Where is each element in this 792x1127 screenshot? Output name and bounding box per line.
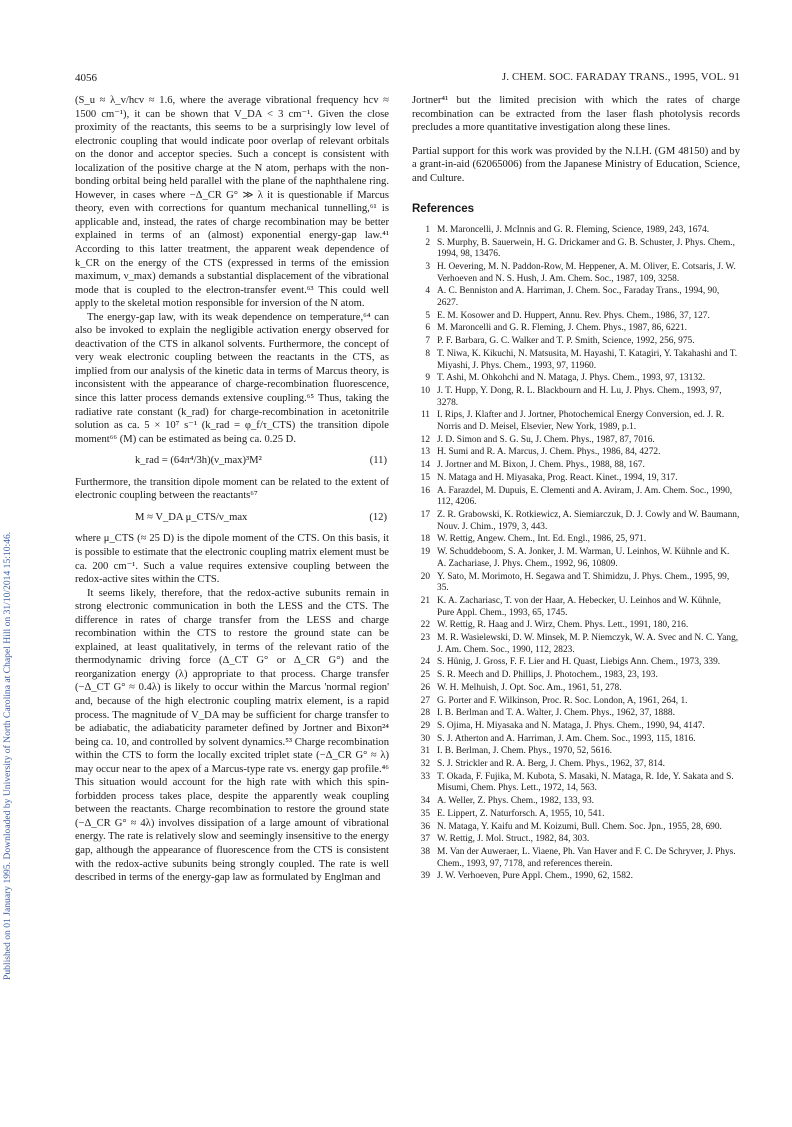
right-column	[412, 94, 740, 884]
reference-number: 15	[420, 472, 430, 483]
reference-number: 37	[420, 834, 430, 845]
reference-item	[412, 323, 740, 335]
reference-number: 17	[420, 510, 430, 520]
reference-number: 32	[420, 759, 430, 770]
reference-item	[412, 734, 740, 746]
reference-text: J. Jortner and M. Bixon, J. Chem. Phys., 1988, 88, 167.	[437, 460, 645, 471]
equation-body: k_rad = (64π⁴/3h)(ν_max)³M²	[135, 455, 262, 467]
reference-item	[412, 336, 740, 348]
reference-number: 16	[420, 485, 430, 496]
reference-text: H. Sumi and R. A. Marcus, J. Chem. Phys., 1986, 84, 4272.	[437, 447, 661, 458]
reference-item	[412, 572, 740, 595]
reference-item	[412, 473, 740, 485]
reference-item	[412, 286, 740, 309]
reference-text: W. Rettig, R. Haag and J. Wirz, Chem. Phys. Lett., 1991, 180, 216.	[437, 620, 689, 631]
equation-11	[75, 454, 389, 468]
reference-number: 8	[425, 348, 430, 359]
reference-item	[412, 633, 740, 656]
reference-text: K. A. Zachariasc, T. von der Haar, A. Hebecker, U. Leinhos and W. Kühnle, Pure Appl. Chem., 1993, 65, 1745.	[437, 595, 721, 618]
reference-number: 3	[425, 261, 430, 272]
reference-number: 39	[420, 871, 430, 882]
reference-item	[412, 871, 740, 883]
reference-number: 20	[420, 571, 430, 582]
reference-number: 5	[425, 310, 430, 321]
reference-item	[412, 373, 740, 385]
paragraph: Jortner⁴¹ but the limited precision with which the rates of charge recombination can be extracted from the laser flash photolysis records precludes a more quantitative investigation along these lines.	[412, 95, 740, 134]
reference-item	[412, 683, 740, 695]
left-column	[75, 94, 389, 885]
reference-text: S. J. Atherton and A. Harriman, J. Am. Chem. Soc., 1993, 115, 1816.	[437, 733, 696, 744]
reference-item	[412, 759, 740, 771]
reference-text: J. W. Verhoeven, Pure Appl. Chem., 1990, 62, 1582.	[437, 871, 633, 882]
reference-number: 33	[420, 771, 430, 782]
equation-number: (12)	[369, 511, 387, 523]
reference-number: 29	[420, 720, 430, 731]
reference-text: S. Hünig, J. Gross, F. F. Lier and H. Quast, Liebigs Ann. Chem., 1973, 339.	[437, 657, 721, 668]
reference-item	[412, 225, 740, 237]
reference-text: H. Oevering, M. N. Paddon-Row, M. Heppener, A. M. Oliver, E. Cotsaris, J. W. Verhoeven and N. S. Hush, J. Am. Chem. Soc., 1987, 109, 3258.	[437, 261, 736, 284]
reference-item	[412, 534, 740, 546]
reference-text: S. J. Strickler and R. A. Berg, J. Chem. Phys., 1962, 37, 814.	[437, 759, 665, 770]
reference-text: N. Mataga and H. Miyasaka, Prog. React. Kinet., 1994, 19, 317.	[437, 472, 678, 483]
reference-text: W. H. Melhuish, J. Opt. Soc. Am., 1961, 51, 278.	[437, 682, 622, 693]
paragraph: (S_u ≈ λ_v/hcv ≈ 1.6, where the average vibrational frequency hcv ≈ 1500 cm⁻¹), it can be shown that V_DA < 3 cm⁻¹. Given the close proximity of the reactants, this seems to be a surprisingly low level of electronic coupling that would indicate poor overlap of relevant orbitals on the donor and acceptor species. Such a concept is consistent with localization of the positive charge at the N atom, perhaps with the non-bonding orbital being held parallel with the plane of the naphthalene ring. However, in cases where −Δ_CR G° ≫ λ it is questionable if Marcus theory, even with corrections for quantum mechanical tunnelling,⁶¹ is applicable and, instead, the rates of charge recombination may be better explained in terms of an (almost) exponential energy-gap law.⁴¹ According to this latter treatment, the apparent weak dependence of k_CR on the energy of the CTS (expressed in terms of the emission maximum, ν_max) demands a substantial displacement of the vibrational mode that is coupled to the electron-transfer event.⁶³ This could well apply to the skeletal motion responsible for inversion of the N atom.	[75, 95, 389, 310]
download-stamp	[0, 150, 18, 980]
reference-number: 27	[420, 695, 430, 706]
reference-number: 28	[420, 708, 430, 719]
reference-text: E. M. Kosower and D. Huppert, Annu. Rev. Phys. Chem., 1986, 37, 127.	[437, 310, 710, 321]
download-stamp-text: Published on 01 January 1995. Downloaded by University of North Carolina at Chapel Hill on 31/10/2014 15:10:46.	[2, 531, 13, 980]
reference-text: A. Farazdel, M. Dupuis, E. Clementi and A. Aviram, J. Am. Chem. Soc., 1990, 112, 4206.	[437, 485, 733, 508]
reference-text: I. B. Berlman, J. Chem. Phys., 1970, 52, 5616.	[437, 746, 612, 757]
reference-item	[412, 238, 740, 261]
reference-item	[412, 708, 740, 720]
reference-number: 7	[425, 336, 430, 347]
reference-number: 19	[420, 547, 430, 558]
reference-text: J. D. Simon and S. G. Su, J. Chem. Phys., 1987, 87, 7016.	[437, 434, 655, 445]
reference-item	[412, 809, 740, 821]
reference-text: N. Mataga, Y. Kaifu and M. Koizumi, Bull. Chem. Soc. Jpn., 1955, 28, 690.	[437, 821, 722, 832]
reference-number: 6	[425, 323, 430, 334]
acknowledgement: Partial support for this work was provided by the N.I.H. (GM 48150) and by a grant-in-aid (62065006) from the Japanese Ministry of Education, Science, and Culture.	[412, 145, 740, 184]
reference-text: S. Ojima, H. Miyasaka and N. Mataga, J. Phys. Chem., 1990, 94, 4147.	[437, 720, 705, 731]
reference-text: J. T. Hupp, Y. Dong, R. L. Blackbourn and H. Lu, J. Phys. Chem., 1993, 97, 3278.	[437, 385, 722, 408]
reference-item	[412, 410, 740, 433]
equation-12	[75, 511, 389, 525]
reference-item	[412, 834, 740, 846]
reference-number: 14	[420, 460, 430, 471]
reference-number: 2	[425, 237, 430, 248]
reference-item	[412, 547, 740, 570]
reference-text: E. Lippert, Z. Naturforsch. A, 1955, 10, 541.	[437, 808, 605, 819]
reference-text: A. Weller, Z. Phys. Chem., 1982, 133, 93.	[437, 796, 595, 807]
equation-number: (11)	[369, 455, 387, 467]
reference-text: M. Maroncelli and G. R. Fleming, J. Chem. Phys., 1987, 86, 6221.	[437, 323, 687, 334]
reference-text: I. Rips, J. Klafter and J. Jortner, Photochemical Energy Conversion, ed. J. R. Norris and D. Meisel, Elsevier, New York, 1989, p.1.	[437, 410, 725, 433]
reference-item	[412, 262, 740, 285]
reference-item	[412, 822, 740, 834]
reference-number: 18	[420, 534, 430, 545]
reference-number: 24	[420, 657, 430, 668]
reference-item	[412, 847, 740, 870]
reference-item	[412, 670, 740, 682]
paragraph: It seems likely, therefore, that the redox-active subunits remain in strong electronic communication in both the LESS and the CTS. The difference in rates of charge transfer from the LESS and charge recombination within the CTS to restore the ground state can be explained, at least qualitatively, in terms of the relevant ratio of the thermodynamic driving force (Δ_CT G° or Δ_CR G°) and the reorganization energy (λ) appropriate to that process. Charge transfer (−Δ_CT G° ≈ 0.4λ) is likely to occur within the Marcus 'normal region' and, because of the high electronic coupling matrix element, is a rapid process. The magnitude of V_DA may be sufficient for charge transfer to be adiabatic, the adiabaticity parameter defined by Jortner and Bixon²⁴ being ca. 10, and controlled by solvent dynamics.⁵³ Charge recombination within the CTS to form the locally excited triplet state (−Δ_CR G° ≈ λ) may occur near to the apex of a Marcus-type rate vs. energy gap profile.⁴⁶ This situation would account for the high rate with which this spin-forbidden process takes place, despite the apparently weak coupling between the reactants. Charge recombination to restore the ground state (−Δ_CR G° ≈ 4λ) involves dissipation of a large amount of vibrational energy. The rate is relatively slow and seemingly insensitive to the energy gap, although the appearance of fluorescence from the CTS is consistent with the redox-active subunits being strongly coupled. The rate is well described in terms of the energy-gap law as formulated by Englman and	[75, 587, 389, 884]
reference-number: 31	[420, 746, 430, 757]
reference-text: S. R. Meech and D. Phillips, J. Photochem., 1983, 23, 193.	[437, 670, 658, 681]
journal-header: J. CHEM. SOC. FARADAY TRANS., 1995, VOL. 91	[502, 72, 740, 83]
reference-number: 38	[420, 846, 430, 857]
reference-number: 36	[420, 821, 430, 832]
references-heading: References	[412, 203, 475, 216]
reference-text: G. Porter and F. Wilkinson, Proc. R. Soc. London, A, 1961, 264, 1.	[437, 695, 688, 706]
reference-text: P. F. Barbara, G. C. Walker and T. P. Smith, Science, 1992, 256, 975.	[437, 336, 695, 347]
reference-text: Y. Sato, M. Morimoto, H. Segawa and T. Shimidzu, J. Phys. Chem., 1995, 99, 35.	[437, 571, 730, 594]
reference-text: T. Niwa, K. Kikuchi, N. Matsusita, M. Hayashi, T. Katagiri, Y. Takahashi and T. Miyashi, J. Phys. Chem., 1993, 97, 11960.	[437, 348, 738, 371]
reference-number: 25	[420, 670, 430, 681]
paragraph: Furthermore, the transition dipole moment can be related to the extent of electronic coupling between the reactants⁶⁷	[75, 476, 389, 502]
reference-item	[412, 349, 740, 372]
reference-item	[412, 386, 740, 409]
reference-number: 23	[420, 633, 430, 644]
reference-item	[412, 510, 740, 533]
reference-item	[412, 460, 740, 472]
reference-number: 11	[420, 410, 430, 421]
page-number: 4056	[75, 72, 97, 84]
reference-text: S. Murphy, B. Sauerwein, H. G. Drickamer and G. B. Schuster, J. Phys. Chem., 1994, 98, 13476.	[437, 237, 735, 260]
reference-text: T. Okada, F. Fujika, M. Kubota, S. Masaki, N. Mataga, R. Ide, Y. Sakata and S. Misumi, Chem. Phys. Lett., 1972, 14, 563.	[437, 771, 734, 794]
reference-item	[412, 772, 740, 795]
reference-number: 21	[420, 595, 430, 606]
reference-item	[412, 696, 740, 708]
reference-text: W. Schuddeboom, S. A. Jonker, J. M. Warman, U. Leinhos, W. Kühnle and K. A. Zachariase, J. Phys. Chem., 1992, 96, 10809.	[437, 547, 730, 569]
equation-body: M ≈ V_DA μ_CTS/ν_max	[135, 511, 248, 523]
reference-number: 13	[420, 447, 430, 458]
reference-item	[412, 447, 740, 459]
paragraph: where μ_CTS (≈ 25 D) is the dipole moment of the CTS. On this basis, it is possible to estimate that the electronic coupling matrix element must be ca. 200 cm⁻¹. Such a value requires extensive coupling between the redox-active sites within the CTS.	[75, 533, 389, 586]
reference-text: A. C. Benniston and A. Harriman, J. Chem. Soc., Faraday Trans., 1994, 90, 2627.	[437, 286, 720, 309]
reference-text: M. R. Wasielewski, D. W. Minsek, M. P. Niemczyk, W. A. Svec and N. C. Yang, J. Am. Chem. Soc., 1990, 112, 2823.	[437, 633, 739, 655]
reference-text: W. Rettig, J. Mol. Struct., 1982, 84, 303.	[437, 834, 590, 845]
reference-number: 26	[420, 682, 430, 693]
reference-number: 1	[425, 224, 430, 235]
reference-item	[412, 620, 740, 632]
reference-list	[412, 225, 740, 883]
reference-item	[412, 486, 740, 509]
reference-text: Z. R. Grabowski, K. Rotkiewicz, A. Siemiarczuk, D. J. Cowly and W. Baumann, Nouv. J. Chim., 1979, 3, 443.	[437, 510, 740, 532]
reference-text: M. Maroncelli, J. McInnis and G. R. Fleming, Science, 1989, 243, 1674.	[437, 224, 710, 235]
reference-number: 10	[420, 385, 430, 396]
reference-text: T. Ashi, M. Ohkohchi and N. Mataga, J. Phys. Chem., 1993, 97, 13132.	[437, 373, 706, 384]
reference-number: 9	[425, 373, 430, 384]
reference-number: 35	[420, 808, 430, 819]
reference-item	[412, 657, 740, 669]
reference-item	[412, 746, 740, 758]
reference-number: 4	[425, 286, 430, 297]
reference-text: W. Rettig, Angew. Chem., Int. Ed. Engl., 1986, 25, 971.	[437, 534, 647, 545]
reference-item	[412, 721, 740, 733]
reference-item	[412, 596, 740, 619]
reference-number: 12	[420, 434, 430, 445]
reference-text: I. B. Berlman and T. A. Walter, J. Chem. Phys., 1962, 37, 1888.	[437, 708, 675, 719]
reference-number: 30	[420, 733, 430, 744]
paragraph: The energy-gap law, with its weak dependence on temperature,⁶⁴ can also be invoked to explain the negligible activation energy observed for deactivation of the CTS in alkanol solvents. Furthermore, the concept of very weak electronic coupling between the reactants in the CTS, as implied from our analysis of the kinetic data in terms of Marcus theory, is inconsistent with the appearance of charge-recombination fluorescence, since this latter process demands extensive coupling.⁶⁵ Thus, taking the radiative rate constant (k_rad) for charge-recombination in acetonitrile solution as ca. 5 × 10⁷ s⁻¹ (k_rad = φ_f/τ_CTS) the transition dipole moment⁶⁶ (M) can be estimated as being ca. 0.25 D.	[75, 311, 389, 445]
reference-item	[412, 311, 740, 323]
reference-item	[412, 796, 740, 808]
reference-number: 22	[420, 620, 430, 631]
reference-number: 34	[420, 796, 430, 807]
reference-item	[412, 435, 740, 447]
reference-text: M. Van der Auweraer, L. Viaene, Ph. Van Haver and F. C. De Schryver, J. Phys. Chem., 1993, 97, 7178, and references therein.	[437, 846, 736, 869]
